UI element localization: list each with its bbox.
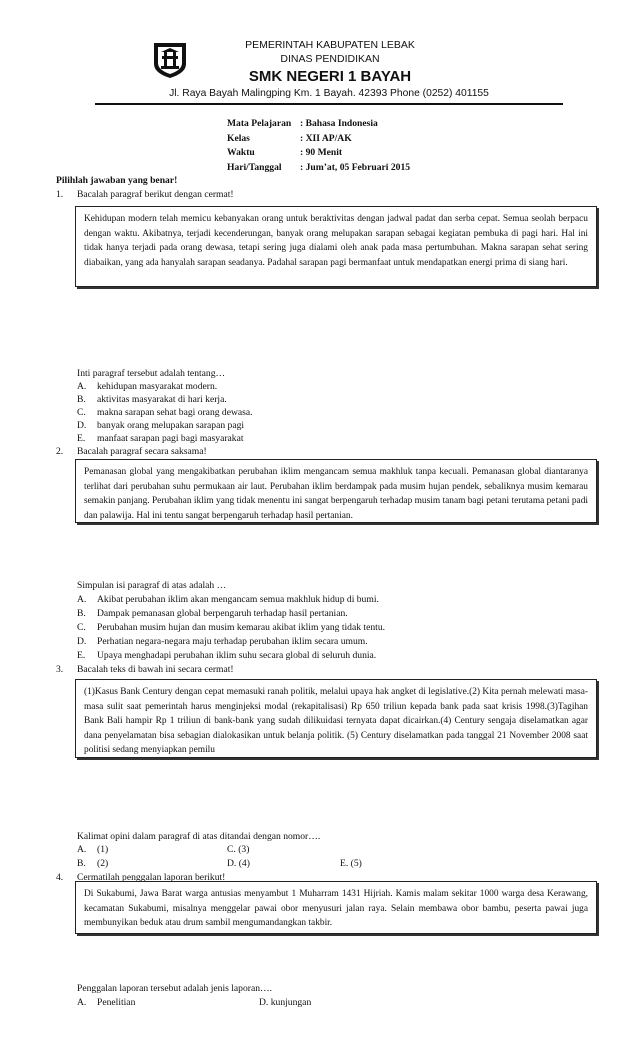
header-line-1: PEMERINTAH KABUPATEN LEBAK bbox=[245, 39, 415, 51]
q3-option-e[interactable]: E. (5) bbox=[340, 858, 362, 869]
school-address: Jl. Raya Bayah Malingping Km. 1 Bayah. 42393 Phone (0252) 401155 bbox=[169, 88, 489, 99]
q1-option-b[interactable]: B. aktivitas masyarakat di hari kerja. bbox=[77, 394, 227, 405]
info-row: Kelas : XII AP/AK bbox=[227, 132, 352, 144]
q2-passage: Pemanasan global yang mengakibatkan perubahan iklim mengancam semua makhluk tanpa kecuali. Pemanasan global diantaranya terlihat dari perubahan suhu permukaan air laut. Perubahan iklim berdampak pada musim hujan pendek, sebaliknya musim kemarau semakin panjang. Perubahan iklim yang tidak menentu ini sangat berpengaruh terhadap musim tanam bagi petani terutama petani padi dan palawija. Hal ini tentu sangat berpengaruh terhadap hasil pertanian. bbox=[75, 459, 597, 523]
q4-prompt: Cermatilah penggalan laporan berikut! bbox=[77, 872, 226, 883]
exam-info bbox=[227, 117, 410, 175]
info-row: Waktu : 90 Menit bbox=[227, 147, 343, 158]
q4-option-d[interactable]: D. kunjungan bbox=[259, 997, 312, 1008]
q3-passage: (1)Kasus Bank Century dengan cepat memasuki ranah politik, melalui upaya hak angket di legislative.(2) Kita pernah melewati masa-masa sulit saat pemerintah harus menginjeksi modal (rekapitalisasi) Rp 650 triliun kepada bank pada saat krisis 1998.(3)Tagihan Bank Bali hampir Rp 1 triliun di bank-bank yang sudah dilikuidasi ternyata dapat dicairkan.(4) Century sengaja diselamatkan agar dana penyelamatan bisa sebagian dialokasikan untuk belanja politik. (5) Century diselamatkan pada tanggal 21 November 2008 saat politisi sedang menyiapkan pemilu bbox=[75, 679, 597, 758]
q4-option-a[interactable]: A. Penelitian bbox=[77, 997, 136, 1008]
q1-number: 1. bbox=[56, 189, 64, 200]
q2-question: Simpulan isi paragraf di atas adalah … bbox=[77, 580, 227, 591]
q3-option-b[interactable]: B. (2) bbox=[77, 858, 109, 869]
q4-question: Penggalan laporan tersebut adalah jenis laporan…. bbox=[77, 983, 273, 994]
q2-number: 2. bbox=[56, 446, 64, 457]
info-row: Hari/Tanggal : Jum’at, 05 Februari 2015 bbox=[227, 161, 411, 173]
q1-option-c[interactable]: C. makna sarapan sehat bagi orang dewasa. bbox=[77, 407, 253, 418]
q2-prompt: Bacalah paragraf secara saksama! bbox=[77, 446, 207, 457]
q2-option-c[interactable]: C. Perubahan musim hujan dan musim kemarau akibat iklim yang tidak tentu. bbox=[77, 622, 386, 633]
q1-option-a[interactable]: A. kehidupan masyarakat modern. bbox=[77, 381, 218, 392]
school-name: SMK NEGERI 1 BAYAH bbox=[248, 68, 412, 85]
instruction: Pilihlah jawaban yang benar! bbox=[56, 175, 178, 186]
q1-question: Inti paragraf tersebut adalah tentang… bbox=[77, 368, 226, 379]
q1-prompt: Bacalah paragraf berikut dengan cermat! bbox=[77, 189, 234, 200]
q1-option-d[interactable]: D. banyak orang melupakan sarapan pagi bbox=[77, 420, 245, 431]
q1-passage: Kehidupan modern telah memicu kebanyakan orang untuk beraktivitas dengan jadwal padat dan serba cepat. Semua seolah berpacu dengan waktu. Akibatnya, terjadi kecenderungan, banyak orang melupakan sarapan sebagai kegiatan pembuka di pagi hari. Hal ini tidak hanya terjadi pada orang dewasa, tetapi sering juga dialami oleh anak pada masa pertumbuhan. Makna sarapan sehat sering diabaikan, yang ada hanyalah sarapan seadanya. Padahal sarapan pagi bermanfaat untuk mendapatkan energi prima di siang hari. bbox=[75, 206, 597, 287]
q3-option-c[interactable]: C. (3) bbox=[227, 844, 250, 855]
q3-number: 3. bbox=[56, 664, 64, 675]
q3-option-a[interactable]: A. (1) bbox=[77, 844, 109, 855]
q3-option-d[interactable]: D. (4) bbox=[227, 858, 250, 869]
q2-option-b[interactable]: B. Dampak pemanasan global berpengaruh terhadap hasil pertanian. bbox=[77, 608, 348, 619]
q3-question: Kalimat opini dalam paragraf di atas ditandai dengan nomor…. bbox=[77, 831, 321, 842]
q2-option-a[interactable]: A. Akibat perubahan iklim akan mengancam semua makhluk hidup di bumi. bbox=[77, 594, 379, 605]
q4-number: 4. bbox=[56, 872, 64, 883]
q1-option-e[interactable]: E. manfaat sarapan pagi bagi masyarakat bbox=[77, 433, 244, 444]
q3-prompt: Bacalah teks di bawah ini secara cermat! bbox=[77, 664, 234, 675]
header-divider bbox=[95, 103, 563, 105]
info-row: Mata Pelajaran : Bahasa Indonesia bbox=[227, 118, 378, 129]
q4-passage: Di Sukabumi, Jawa Barat warga antusias menyambut 1 Muharram 1431 Hijriah. Kamis malam sekitar 1000 warga desa Kerawang, kecamatan Sukabumi, misalnya menggelar pawai obor menyusuri jalan raya. Selain membawa obor bambu, peserta pawai juga membunyikan beduk atau drum sambil mengumandangkan takbir. bbox=[75, 881, 597, 934]
q2-option-e[interactable]: E. Upaya menghadapi perubahan iklim suhu secara global di seluruh dunia. bbox=[77, 650, 377, 661]
q2-option-d[interactable]: D. Perhatian negara-negara maju terhadap perubahan iklim secara umum. bbox=[77, 636, 368, 647]
header-line-2: DINAS PENDIDIKAN bbox=[280, 53, 380, 65]
